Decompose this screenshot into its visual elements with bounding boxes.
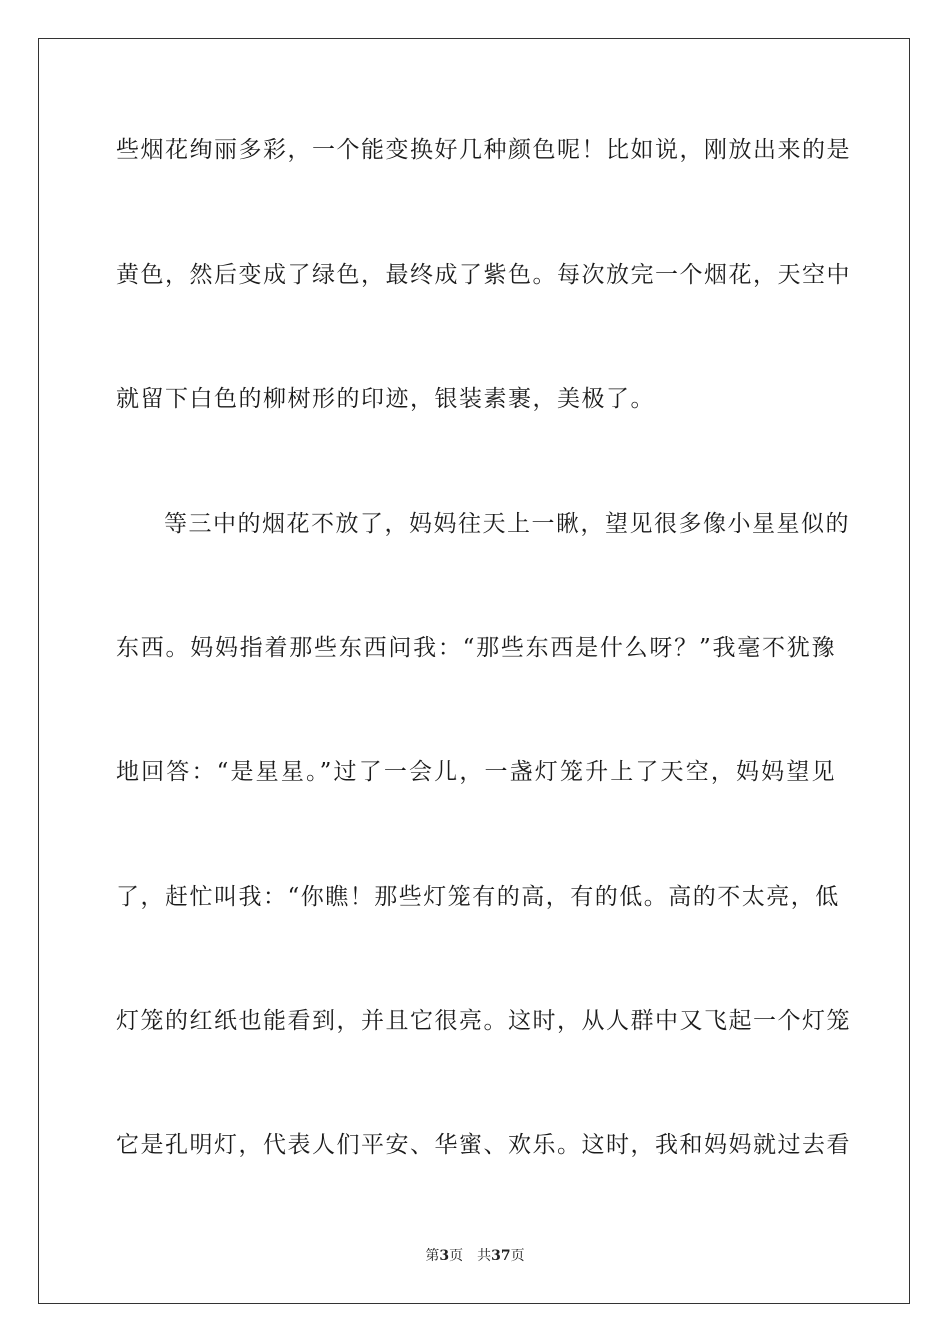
page-number: 3 [439, 1248, 450, 1264]
text-line: 就留下白色的柳树形的印迹，银装素裹，美极了。 [116, 386, 655, 412]
total-prefix: 共 [477, 1248, 492, 1264]
page-prefix: 第 [425, 1248, 440, 1264]
text-line: 它是孔明灯，代表人们平安、华蜜、欢乐。这时，我和妈妈就过去看 [116, 1132, 851, 1158]
total-pages: 37 [491, 1248, 511, 1264]
paragraph-first-line: 等三中的烟花不放了，妈妈往天上一瞅，望见很多像小星星似的 [164, 511, 850, 537]
text-line: 东西。妈妈指着那些东西问我：“那些东西是什么呀？”我毫不犹豫 [116, 635, 836, 661]
text-line: 地回答：“是星星。”过了一会儿，一盏灯笼升上了天空，妈妈望见 [116, 759, 836, 785]
page-suffix: 页 [449, 1248, 464, 1264]
text-line: 了，赶忙叫我：“你瞧！那些灯笼有的高，有的低。高的不太亮，低 [116, 884, 840, 910]
text-line: 灯笼的红纸也能看到，并且它很亮。这时，从人群中又飞起一个灯笼 [116, 1008, 851, 1034]
total-suffix: 页 [510, 1248, 525, 1264]
text-line: 些烟花绚丽多彩，一个能变换好几种颜色呢！比如说，刚放出来的是 [116, 137, 851, 163]
page-border [38, 38, 910, 1304]
text-line: 黄色，然后变成了绿色，最终成了紫色。每次放完一个烟花，天空中 [116, 262, 851, 288]
page-footer [0, 1247, 950, 1265]
